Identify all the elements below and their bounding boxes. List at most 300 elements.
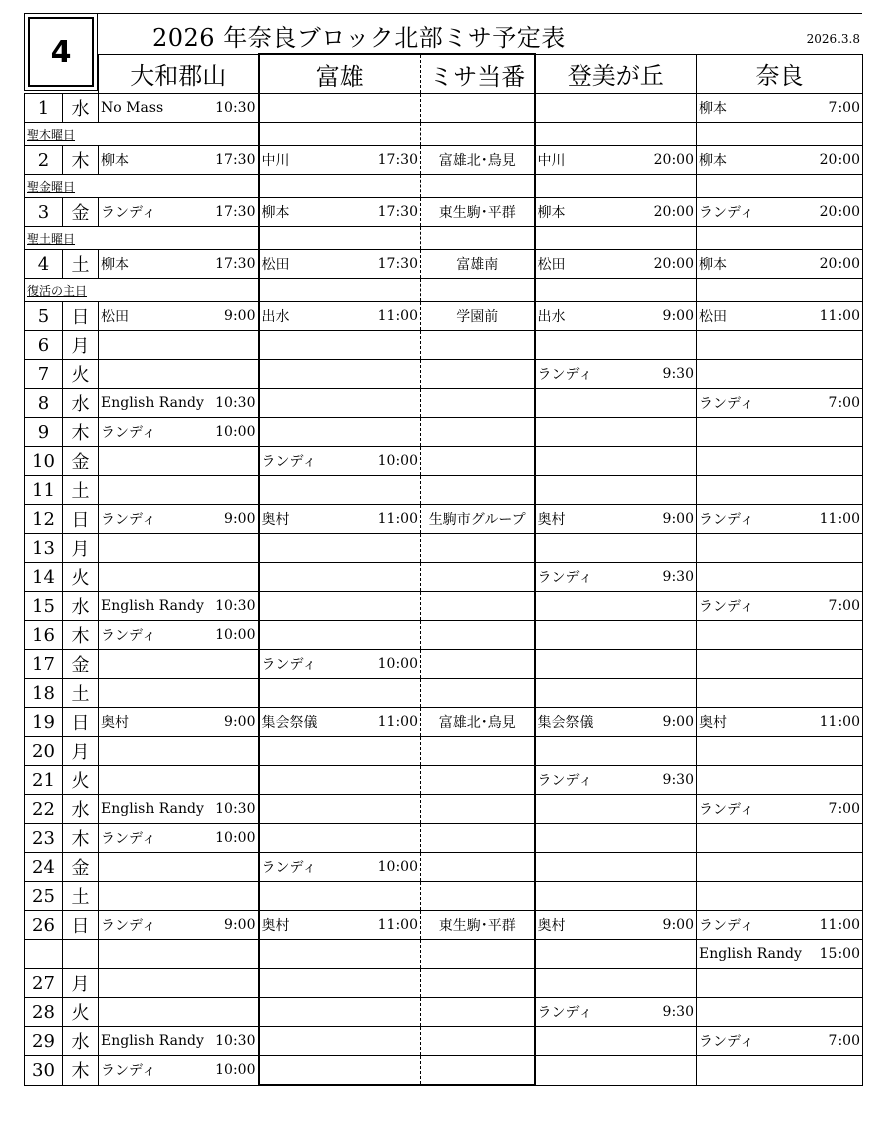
koriyama-cell-name: 柳本 bbox=[101, 153, 129, 169]
duty-cell: 東生駒･平群 bbox=[421, 911, 535, 940]
nara-cell bbox=[697, 534, 863, 563]
tomigaoka-cell-name: ランディ bbox=[537, 773, 593, 789]
koriyama-cell-time: 17:30 bbox=[215, 256, 256, 272]
duty-cell bbox=[421, 650, 535, 679]
tomigaoka-cell bbox=[535, 1056, 697, 1086]
weekday: 月 bbox=[63, 331, 99, 360]
weekday: 水 bbox=[63, 389, 99, 418]
day-number: 26 bbox=[25, 911, 63, 940]
nara-cell bbox=[697, 418, 863, 447]
nara-cell-name: ランディ bbox=[699, 205, 754, 221]
day-number: 16 bbox=[25, 621, 63, 650]
tomio-cell bbox=[259, 175, 421, 198]
day-row bbox=[25, 146, 863, 175]
weekday: 土 bbox=[63, 250, 99, 279]
duty-cell: 富雄北･鳥見 bbox=[421, 146, 535, 175]
nara-cell bbox=[697, 708, 863, 737]
tomigaoka-cell-time: 9:30 bbox=[662, 366, 694, 382]
day-row bbox=[25, 592, 863, 621]
koriyama-cell-time: 10:30 bbox=[215, 598, 256, 614]
tomigaoka-cell bbox=[535, 389, 697, 418]
feast-label: 復活の主日 bbox=[25, 279, 259, 302]
koriyama-cell-time: 9:00 bbox=[224, 714, 256, 730]
koriyama-cell-name: ランディ bbox=[101, 512, 156, 528]
koriyama-cell bbox=[99, 563, 259, 592]
duty-cell bbox=[421, 331, 535, 360]
weekday: 木 bbox=[63, 418, 99, 447]
tomigaoka-cell-name: 中川 bbox=[537, 153, 566, 169]
tomio-cell bbox=[259, 1056, 421, 1086]
tomio-cell bbox=[259, 227, 421, 250]
tomio-cell-name: 奥村 bbox=[261, 918, 290, 934]
day-row bbox=[25, 505, 863, 534]
koriyama-cell bbox=[99, 302, 259, 331]
duty-cell bbox=[421, 94, 535, 123]
tomio-cell bbox=[259, 360, 421, 389]
nara-cell-name: ランディ bbox=[699, 599, 754, 615]
weekday: 日 bbox=[63, 911, 99, 940]
tomio-cell bbox=[259, 998, 421, 1027]
tomigaoka-cell-time: 20:00 bbox=[653, 204, 694, 220]
tomigaoka-cell-name: 奥村 bbox=[537, 512, 566, 528]
koriyama-cell-time: 10:30 bbox=[215, 801, 256, 817]
nara-cell-name: 奥村 bbox=[699, 715, 727, 731]
nara-cell bbox=[697, 563, 863, 592]
nara-cell-name: 柳本 bbox=[699, 153, 727, 169]
nara-cell bbox=[697, 911, 863, 940]
weekday: 木 bbox=[63, 146, 99, 175]
tomigaoka-cell bbox=[535, 737, 697, 766]
issue-date: 2026.3.8 bbox=[806, 32, 860, 46]
koriyama-cell-name: English Randy bbox=[101, 395, 204, 411]
tomio-cell bbox=[259, 505, 421, 534]
tomio-cell bbox=[259, 650, 421, 679]
nara-cell-name: ランディ bbox=[699, 1034, 754, 1050]
weekday: 土 bbox=[63, 476, 99, 505]
tomio-cell-time: 11:00 bbox=[377, 917, 418, 933]
weekday: 水 bbox=[63, 592, 99, 621]
koriyama-cell bbox=[99, 250, 259, 279]
day-number: 11 bbox=[25, 476, 63, 505]
day-row bbox=[25, 94, 863, 123]
koriyama-cell-time: 10:00 bbox=[215, 627, 256, 643]
tomio-cell bbox=[259, 592, 421, 621]
nara-cell-time: 7:00 bbox=[828, 1033, 860, 1049]
tomio-cell bbox=[259, 853, 421, 882]
koriyama-cell-time: 9:00 bbox=[224, 917, 256, 933]
nara-cell-time: 11:00 bbox=[819, 511, 860, 527]
day-row bbox=[25, 766, 863, 795]
duty-cell bbox=[421, 1056, 535, 1086]
nara-cell-name: 柳本 bbox=[699, 257, 727, 273]
tomio-cell-time: 10:00 bbox=[377, 859, 418, 875]
day-number: 20 bbox=[25, 737, 63, 766]
tomigaoka-cell bbox=[535, 708, 697, 737]
tomio-cell bbox=[259, 250, 421, 279]
duty-cell bbox=[421, 766, 535, 795]
duty-cell bbox=[421, 882, 535, 911]
tomigaoka-cell bbox=[535, 146, 697, 175]
duty-cell: 学園前 bbox=[421, 302, 535, 331]
header-tomio: 富雄 bbox=[259, 54, 421, 94]
koriyama-cell-name: English Randy bbox=[101, 1033, 204, 1049]
koriyama-cell bbox=[99, 505, 259, 534]
koriyama-cell-name: 松田 bbox=[101, 309, 129, 325]
tomigaoka-cell-time: 9:00 bbox=[662, 917, 694, 933]
day-number: 29 bbox=[25, 1027, 63, 1056]
duty-cell bbox=[421, 123, 535, 146]
tomigaoka-cell bbox=[535, 650, 697, 679]
day-row bbox=[25, 940, 863, 969]
top-border bbox=[98, 13, 862, 14]
koriyama-cell-name: ランディ bbox=[101, 918, 156, 934]
tomio-cell-name: 奥村 bbox=[261, 512, 290, 528]
koriyama-cell bbox=[99, 766, 259, 795]
tomio-cell bbox=[259, 795, 421, 824]
nara-cell bbox=[697, 198, 863, 227]
nara-cell bbox=[697, 389, 863, 418]
nara-cell bbox=[697, 679, 863, 708]
duty-cell bbox=[421, 969, 535, 998]
duty-cell bbox=[421, 853, 535, 882]
tomigaoka-cell bbox=[535, 998, 697, 1027]
nara-cell-time: 7:00 bbox=[828, 801, 860, 817]
feast-label: 聖金曜日 bbox=[25, 175, 259, 198]
koriyama-cell bbox=[99, 853, 259, 882]
tomigaoka-cell-time: 9:30 bbox=[662, 772, 694, 788]
tomigaoka-cell bbox=[535, 679, 697, 708]
day-row bbox=[25, 911, 863, 940]
koriyama-cell bbox=[99, 708, 259, 737]
koriyama-cell-time: 10:30 bbox=[215, 1033, 256, 1049]
tomio-cell-time: 11:00 bbox=[377, 714, 418, 730]
tomigaoka-cell bbox=[535, 331, 697, 360]
weekday: 日 bbox=[63, 708, 99, 737]
tomigaoka-cell bbox=[535, 969, 697, 998]
duty-cell: 富雄北･鳥見 bbox=[421, 708, 535, 737]
day-number: 15 bbox=[25, 592, 63, 621]
nara-cell bbox=[697, 123, 863, 146]
tomigaoka-cell bbox=[535, 198, 697, 227]
weekday: 金 bbox=[63, 853, 99, 882]
day-number: 8 bbox=[25, 389, 63, 418]
tomio-cell bbox=[259, 389, 421, 418]
tomigaoka-cell bbox=[535, 360, 697, 389]
weekday: 火 bbox=[63, 998, 99, 1027]
nara-cell-name: ランディ bbox=[699, 918, 754, 934]
tomio-cell-time: 11:00 bbox=[377, 511, 418, 527]
nara-cell bbox=[697, 1027, 863, 1056]
day-number: 23 bbox=[25, 824, 63, 853]
nara-cell bbox=[697, 795, 863, 824]
tomio-cell bbox=[259, 882, 421, 911]
tomio-cell-name: 出水 bbox=[261, 309, 290, 325]
koriyama-cell bbox=[99, 621, 259, 650]
koriyama-cell-time: 9:00 bbox=[224, 511, 256, 527]
day-row bbox=[25, 882, 863, 911]
nara-cell-name: ランディ bbox=[699, 802, 754, 818]
nara-cell bbox=[697, 360, 863, 389]
tomio-cell-time: 17:30 bbox=[377, 152, 418, 168]
koriyama-cell-name: ランディ bbox=[101, 628, 156, 644]
tomigaoka-cell bbox=[535, 534, 697, 563]
tomio-cell-time: 17:30 bbox=[377, 256, 418, 272]
koriyama-cell-time: 10:30 bbox=[215, 100, 256, 116]
tomigaoka-cell-time: 9:30 bbox=[662, 569, 694, 585]
tomigaoka-cell bbox=[535, 505, 697, 534]
tomio-cell-name: ランディ bbox=[261, 860, 317, 876]
tomigaoka-cell bbox=[535, 447, 697, 476]
nara-cell bbox=[697, 592, 863, 621]
nara-cell bbox=[697, 146, 863, 175]
day-row bbox=[25, 534, 863, 563]
weekday: 日 bbox=[63, 302, 99, 331]
day-number: 9 bbox=[25, 418, 63, 447]
nara-cell-name: ランディ bbox=[699, 396, 754, 412]
duty-cell bbox=[421, 476, 535, 505]
tomigaoka-cell-name: 奥村 bbox=[537, 918, 566, 934]
tomio-cell bbox=[259, 447, 421, 476]
tomigaoka-cell bbox=[535, 227, 697, 250]
koriyama-cell bbox=[99, 476, 259, 505]
day-row bbox=[25, 621, 863, 650]
duty-cell bbox=[421, 563, 535, 592]
weekday: 土 bbox=[63, 679, 99, 708]
tomio-cell bbox=[259, 331, 421, 360]
tomio-cell-name: ランディ bbox=[261, 657, 317, 673]
day-row bbox=[25, 969, 863, 998]
koriyama-cell bbox=[99, 969, 259, 998]
nara-cell-time: 7:00 bbox=[828, 598, 860, 614]
koriyama-cell bbox=[99, 360, 259, 389]
tomio-cell bbox=[259, 198, 421, 227]
duty-cell bbox=[421, 621, 535, 650]
day-number: 27 bbox=[25, 969, 63, 998]
tomigaoka-cell-time: 9:00 bbox=[662, 714, 694, 730]
koriyama-cell-name: No Mass bbox=[101, 100, 164, 116]
day-number: 13 bbox=[25, 534, 63, 563]
tomio-cell-name: 松田 bbox=[261, 257, 290, 273]
day-row bbox=[25, 418, 863, 447]
nara-cell-time: 20:00 bbox=[819, 256, 860, 272]
feast-row bbox=[25, 227, 863, 250]
nara-cell-time: 11:00 bbox=[819, 917, 860, 933]
nara-cell bbox=[697, 969, 863, 998]
duty-cell bbox=[421, 679, 535, 708]
duty-cell: 東生駒･平群 bbox=[421, 198, 535, 227]
weekday: 月 bbox=[63, 534, 99, 563]
tomio-cell bbox=[259, 146, 421, 175]
feast-row bbox=[25, 123, 863, 146]
day-number: 30 bbox=[25, 1056, 63, 1086]
nara-cell-name: 柳本 bbox=[699, 101, 727, 117]
tomigaoka-cell bbox=[535, 94, 697, 123]
tomigaoka-cell bbox=[535, 175, 697, 198]
day-row bbox=[25, 708, 863, 737]
day-row bbox=[25, 795, 863, 824]
feast-row bbox=[25, 279, 863, 302]
tomio-cell-name: ランディ bbox=[261, 454, 317, 470]
koriyama-cell bbox=[99, 198, 259, 227]
koriyama-cell bbox=[99, 1056, 259, 1086]
duty-cell bbox=[421, 279, 535, 302]
tomio-cell-time: 10:00 bbox=[377, 453, 418, 469]
day-number: 28 bbox=[25, 998, 63, 1027]
nara-cell-time: 11:00 bbox=[819, 714, 860, 730]
day-row bbox=[25, 563, 863, 592]
weekday: 日 bbox=[63, 505, 99, 534]
koriyama-cell bbox=[99, 998, 259, 1027]
koriyama-cell-time: 10:00 bbox=[215, 1062, 256, 1079]
koriyama-cell bbox=[99, 389, 259, 418]
duty-cell bbox=[421, 737, 535, 766]
koriyama-cell-name: ランディ bbox=[101, 205, 156, 221]
koriyama-cell bbox=[99, 679, 259, 708]
header-row bbox=[25, 54, 863, 94]
koriyama-cell bbox=[99, 737, 259, 766]
koriyama-cell bbox=[99, 824, 259, 853]
nara-cell bbox=[697, 447, 863, 476]
day-number: 25 bbox=[25, 882, 63, 911]
weekday: 火 bbox=[63, 360, 99, 389]
tomigaoka-cell bbox=[535, 418, 697, 447]
tomigaoka-cell bbox=[535, 123, 697, 146]
nara-cell bbox=[697, 175, 863, 198]
tomigaoka-cell-name: 出水 bbox=[537, 309, 566, 325]
nara-cell bbox=[697, 621, 863, 650]
tomio-cell bbox=[259, 94, 421, 123]
weekday: 土 bbox=[63, 882, 99, 911]
duty-cell bbox=[421, 534, 535, 563]
weekday: 木 bbox=[63, 1056, 99, 1086]
nara-cell-name: 松田 bbox=[699, 309, 727, 325]
tomigaoka-cell bbox=[535, 940, 697, 969]
day-row bbox=[25, 389, 863, 418]
weekday bbox=[63, 940, 99, 969]
tomigaoka-cell bbox=[535, 279, 697, 302]
day-number: 3 bbox=[25, 198, 63, 227]
tomio-cell bbox=[259, 123, 421, 146]
nara-cell bbox=[697, 1056, 863, 1086]
tomio-cell-time: 11:00 bbox=[377, 308, 418, 324]
nara-cell-time: 11:00 bbox=[819, 308, 860, 324]
koriyama-cell bbox=[99, 534, 259, 563]
nara-cell-time: 20:00 bbox=[819, 204, 860, 220]
nara-cell-time: 15:00 bbox=[819, 946, 860, 962]
koriyama-cell bbox=[99, 592, 259, 621]
day-number: 4 bbox=[25, 250, 63, 279]
tomigaoka-cell bbox=[535, 882, 697, 911]
koriyama-cell bbox=[99, 911, 259, 940]
tomigaoka-cell bbox=[535, 853, 697, 882]
koriyama-cell bbox=[99, 882, 259, 911]
tomigaoka-cell bbox=[535, 621, 697, 650]
tomio-cell bbox=[259, 940, 421, 969]
koriyama-cell bbox=[99, 146, 259, 175]
feast-label: 聖木曜日 bbox=[25, 123, 259, 146]
tomigaoka-cell bbox=[535, 824, 697, 853]
day-row bbox=[25, 824, 863, 853]
koriyama-cell-name: 柳本 bbox=[101, 257, 129, 273]
day-row bbox=[25, 1056, 863, 1086]
tomigaoka-cell-name: 集会祭儀 bbox=[537, 715, 594, 731]
koriyama-cell bbox=[99, 1027, 259, 1056]
nara-cell bbox=[697, 227, 863, 250]
koriyama-cell bbox=[99, 94, 259, 123]
day-number: 6 bbox=[25, 331, 63, 360]
tomio-cell-name: 中川 bbox=[261, 153, 290, 169]
nara-cell bbox=[697, 650, 863, 679]
day-row bbox=[25, 250, 863, 279]
tomio-cell bbox=[259, 824, 421, 853]
koriyama-cell bbox=[99, 795, 259, 824]
tomio-cell bbox=[259, 911, 421, 940]
tomigaoka-cell-time: 9:00 bbox=[662, 308, 694, 324]
tomigaoka-cell-time: 20:00 bbox=[653, 152, 694, 168]
day-number: 17 bbox=[25, 650, 63, 679]
nara-cell bbox=[697, 505, 863, 534]
day-row bbox=[25, 650, 863, 679]
tomigaoka-cell-time: 9:30 bbox=[662, 1004, 694, 1020]
tomigaoka-cell-time: 9:00 bbox=[662, 511, 694, 527]
month-number: 4 bbox=[28, 17, 94, 87]
koriyama-cell-time: 17:30 bbox=[215, 204, 256, 220]
weekday: 火 bbox=[63, 563, 99, 592]
tomigaoka-cell bbox=[535, 302, 697, 331]
koriyama-cell-time: 10:00 bbox=[215, 830, 256, 846]
koriyama-cell bbox=[99, 650, 259, 679]
tomio-cell bbox=[259, 708, 421, 737]
weekday: 月 bbox=[63, 969, 99, 998]
tomigaoka-cell-name: 松田 bbox=[537, 257, 566, 273]
tomigaoka-cell-name: ランディ bbox=[537, 1005, 593, 1021]
nara-cell bbox=[697, 940, 863, 969]
duty-cell: 富雄南 bbox=[421, 250, 535, 279]
duty-cell bbox=[421, 418, 535, 447]
day-row bbox=[25, 679, 863, 708]
day-number: 2 bbox=[25, 146, 63, 175]
weekday: 木 bbox=[63, 824, 99, 853]
tomigaoka-cell-time: 20:00 bbox=[653, 256, 694, 272]
duty-cell bbox=[421, 1027, 535, 1056]
tomio-cell bbox=[259, 679, 421, 708]
tomio-cell bbox=[259, 737, 421, 766]
duty-cell bbox=[421, 389, 535, 418]
day-number: 24 bbox=[25, 853, 63, 882]
duty-cell bbox=[421, 360, 535, 389]
weekday: 水 bbox=[63, 795, 99, 824]
weekday: 木 bbox=[63, 621, 99, 650]
nara-cell bbox=[697, 737, 863, 766]
day-number: 7 bbox=[25, 360, 63, 389]
page-title: 2026 年奈良ブロック北部ミサ予定表 bbox=[152, 24, 566, 52]
duty-cell bbox=[421, 447, 535, 476]
day-row bbox=[25, 331, 863, 360]
day-row bbox=[25, 737, 863, 766]
day-number: 1 bbox=[25, 94, 63, 123]
day-number: 12 bbox=[25, 505, 63, 534]
koriyama-cell-name: ランディ bbox=[101, 425, 156, 441]
tomigaoka-cell bbox=[535, 592, 697, 621]
weekday: 水 bbox=[63, 1027, 99, 1056]
koriyama-cell-name: ランディ bbox=[101, 831, 156, 847]
weekday: 金 bbox=[63, 447, 99, 476]
day-row bbox=[25, 360, 863, 389]
tomigaoka-cell-name: ランディ bbox=[537, 367, 593, 383]
tomio-cell bbox=[259, 476, 421, 505]
duty-cell bbox=[421, 998, 535, 1027]
koriyama-cell-name: ランディ bbox=[101, 1063, 156, 1080]
